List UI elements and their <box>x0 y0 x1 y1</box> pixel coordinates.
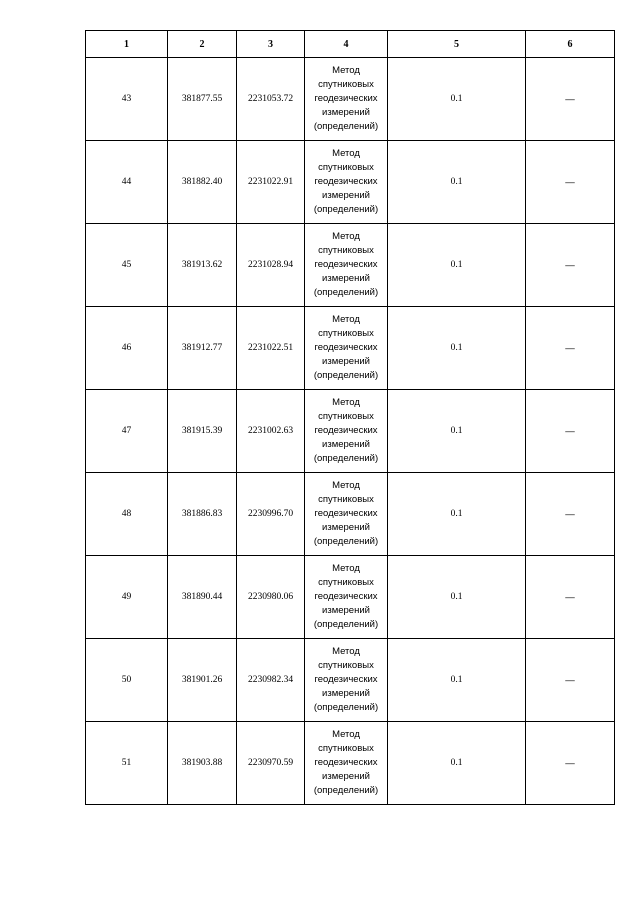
accuracy-cell: 0.1 <box>388 556 526 639</box>
method-cell: Метод спутниковых геодезических измерений (определений) <box>305 58 388 141</box>
point-number-cell: 45 <box>86 224 168 307</box>
x-coordinate-cell: 381901.26 <box>168 639 237 722</box>
accuracy-cell: 0.1 <box>388 141 526 224</box>
table-row <box>86 556 615 639</box>
note-cell: — <box>526 473 615 556</box>
note-cell: — <box>526 307 615 390</box>
note-cell: — <box>526 722 615 805</box>
point-number-cell: 46 <box>86 307 168 390</box>
point-number-cell: 47 <box>86 390 168 473</box>
note-cell: — <box>526 224 615 307</box>
accuracy-cell: 0.1 <box>388 473 526 556</box>
column-header: 4 <box>305 31 388 58</box>
y-coordinate-cell: 2230982.34 <box>237 639 305 722</box>
note-cell: — <box>526 390 615 473</box>
y-coordinate-cell: 2231053.72 <box>237 58 305 141</box>
x-coordinate-cell: 381877.55 <box>168 58 237 141</box>
column-header: 5 <box>388 31 526 58</box>
table-row <box>86 390 615 473</box>
table-row <box>86 307 615 390</box>
y-coordinate-cell: 2231022.51 <box>237 307 305 390</box>
accuracy-cell: 0.1 <box>388 722 526 805</box>
method-cell: Метод спутниковых геодезических измерений (определений) <box>305 722 388 805</box>
point-number-cell: 50 <box>86 639 168 722</box>
accuracy-cell: 0.1 <box>388 390 526 473</box>
x-coordinate-cell: 381912.77 <box>168 307 237 390</box>
column-header: 1 <box>86 31 168 58</box>
accuracy-cell: 0.1 <box>388 58 526 141</box>
point-number-cell: 48 <box>86 473 168 556</box>
note-cell: — <box>526 639 615 722</box>
x-coordinate-cell: 381903.88 <box>168 722 237 805</box>
y-coordinate-cell: 2231022.91 <box>237 141 305 224</box>
y-coordinate-cell: 2230980.06 <box>237 556 305 639</box>
point-number-cell: 43 <box>86 58 168 141</box>
x-coordinate-cell: 381915.39 <box>168 390 237 473</box>
table-body <box>86 58 615 805</box>
x-coordinate-cell: 381913.62 <box>168 224 237 307</box>
method-cell: Метод спутниковых геодезических измерений (определений) <box>305 639 388 722</box>
point-number-cell: 44 <box>86 141 168 224</box>
point-number-cell: 49 <box>86 556 168 639</box>
column-header: 3 <box>237 31 305 58</box>
method-cell: Метод спутниковых геодезических измерений (определений) <box>305 307 388 390</box>
point-number-cell: 51 <box>86 722 168 805</box>
table-row <box>86 473 615 556</box>
table-row <box>86 224 615 307</box>
coordinates-table <box>85 30 615 805</box>
accuracy-cell: 0.1 <box>388 307 526 390</box>
method-cell: Метод спутниковых геодезических измерений (определений) <box>305 556 388 639</box>
y-coordinate-cell: 2230996.70 <box>237 473 305 556</box>
accuracy-cell: 0.1 <box>388 224 526 307</box>
table-row <box>86 141 615 224</box>
note-cell: — <box>526 556 615 639</box>
method-cell: Метод спутниковых геодезических измерений (определений) <box>305 390 388 473</box>
accuracy-cell: 0.1 <box>388 639 526 722</box>
table-header-row <box>86 31 615 58</box>
table-row <box>86 639 615 722</box>
x-coordinate-cell: 381890.44 <box>168 556 237 639</box>
y-coordinate-cell: 2231002.63 <box>237 390 305 473</box>
y-coordinate-cell: 2230970.59 <box>237 722 305 805</box>
method-cell: Метод спутниковых геодезических измерений (определений) <box>305 224 388 307</box>
x-coordinate-cell: 381886.83 <box>168 473 237 556</box>
x-coordinate-cell: 381882.40 <box>168 141 237 224</box>
column-header: 6 <box>526 31 615 58</box>
column-header: 2 <box>168 31 237 58</box>
table-row <box>86 58 615 141</box>
y-coordinate-cell: 2231028.94 <box>237 224 305 307</box>
method-cell: Метод спутниковых геодезических измерений (определений) <box>305 473 388 556</box>
table-row <box>86 722 615 805</box>
note-cell: — <box>526 58 615 141</box>
note-cell: — <box>526 141 615 224</box>
method-cell: Метод спутниковых геодезических измерений (определений) <box>305 141 388 224</box>
